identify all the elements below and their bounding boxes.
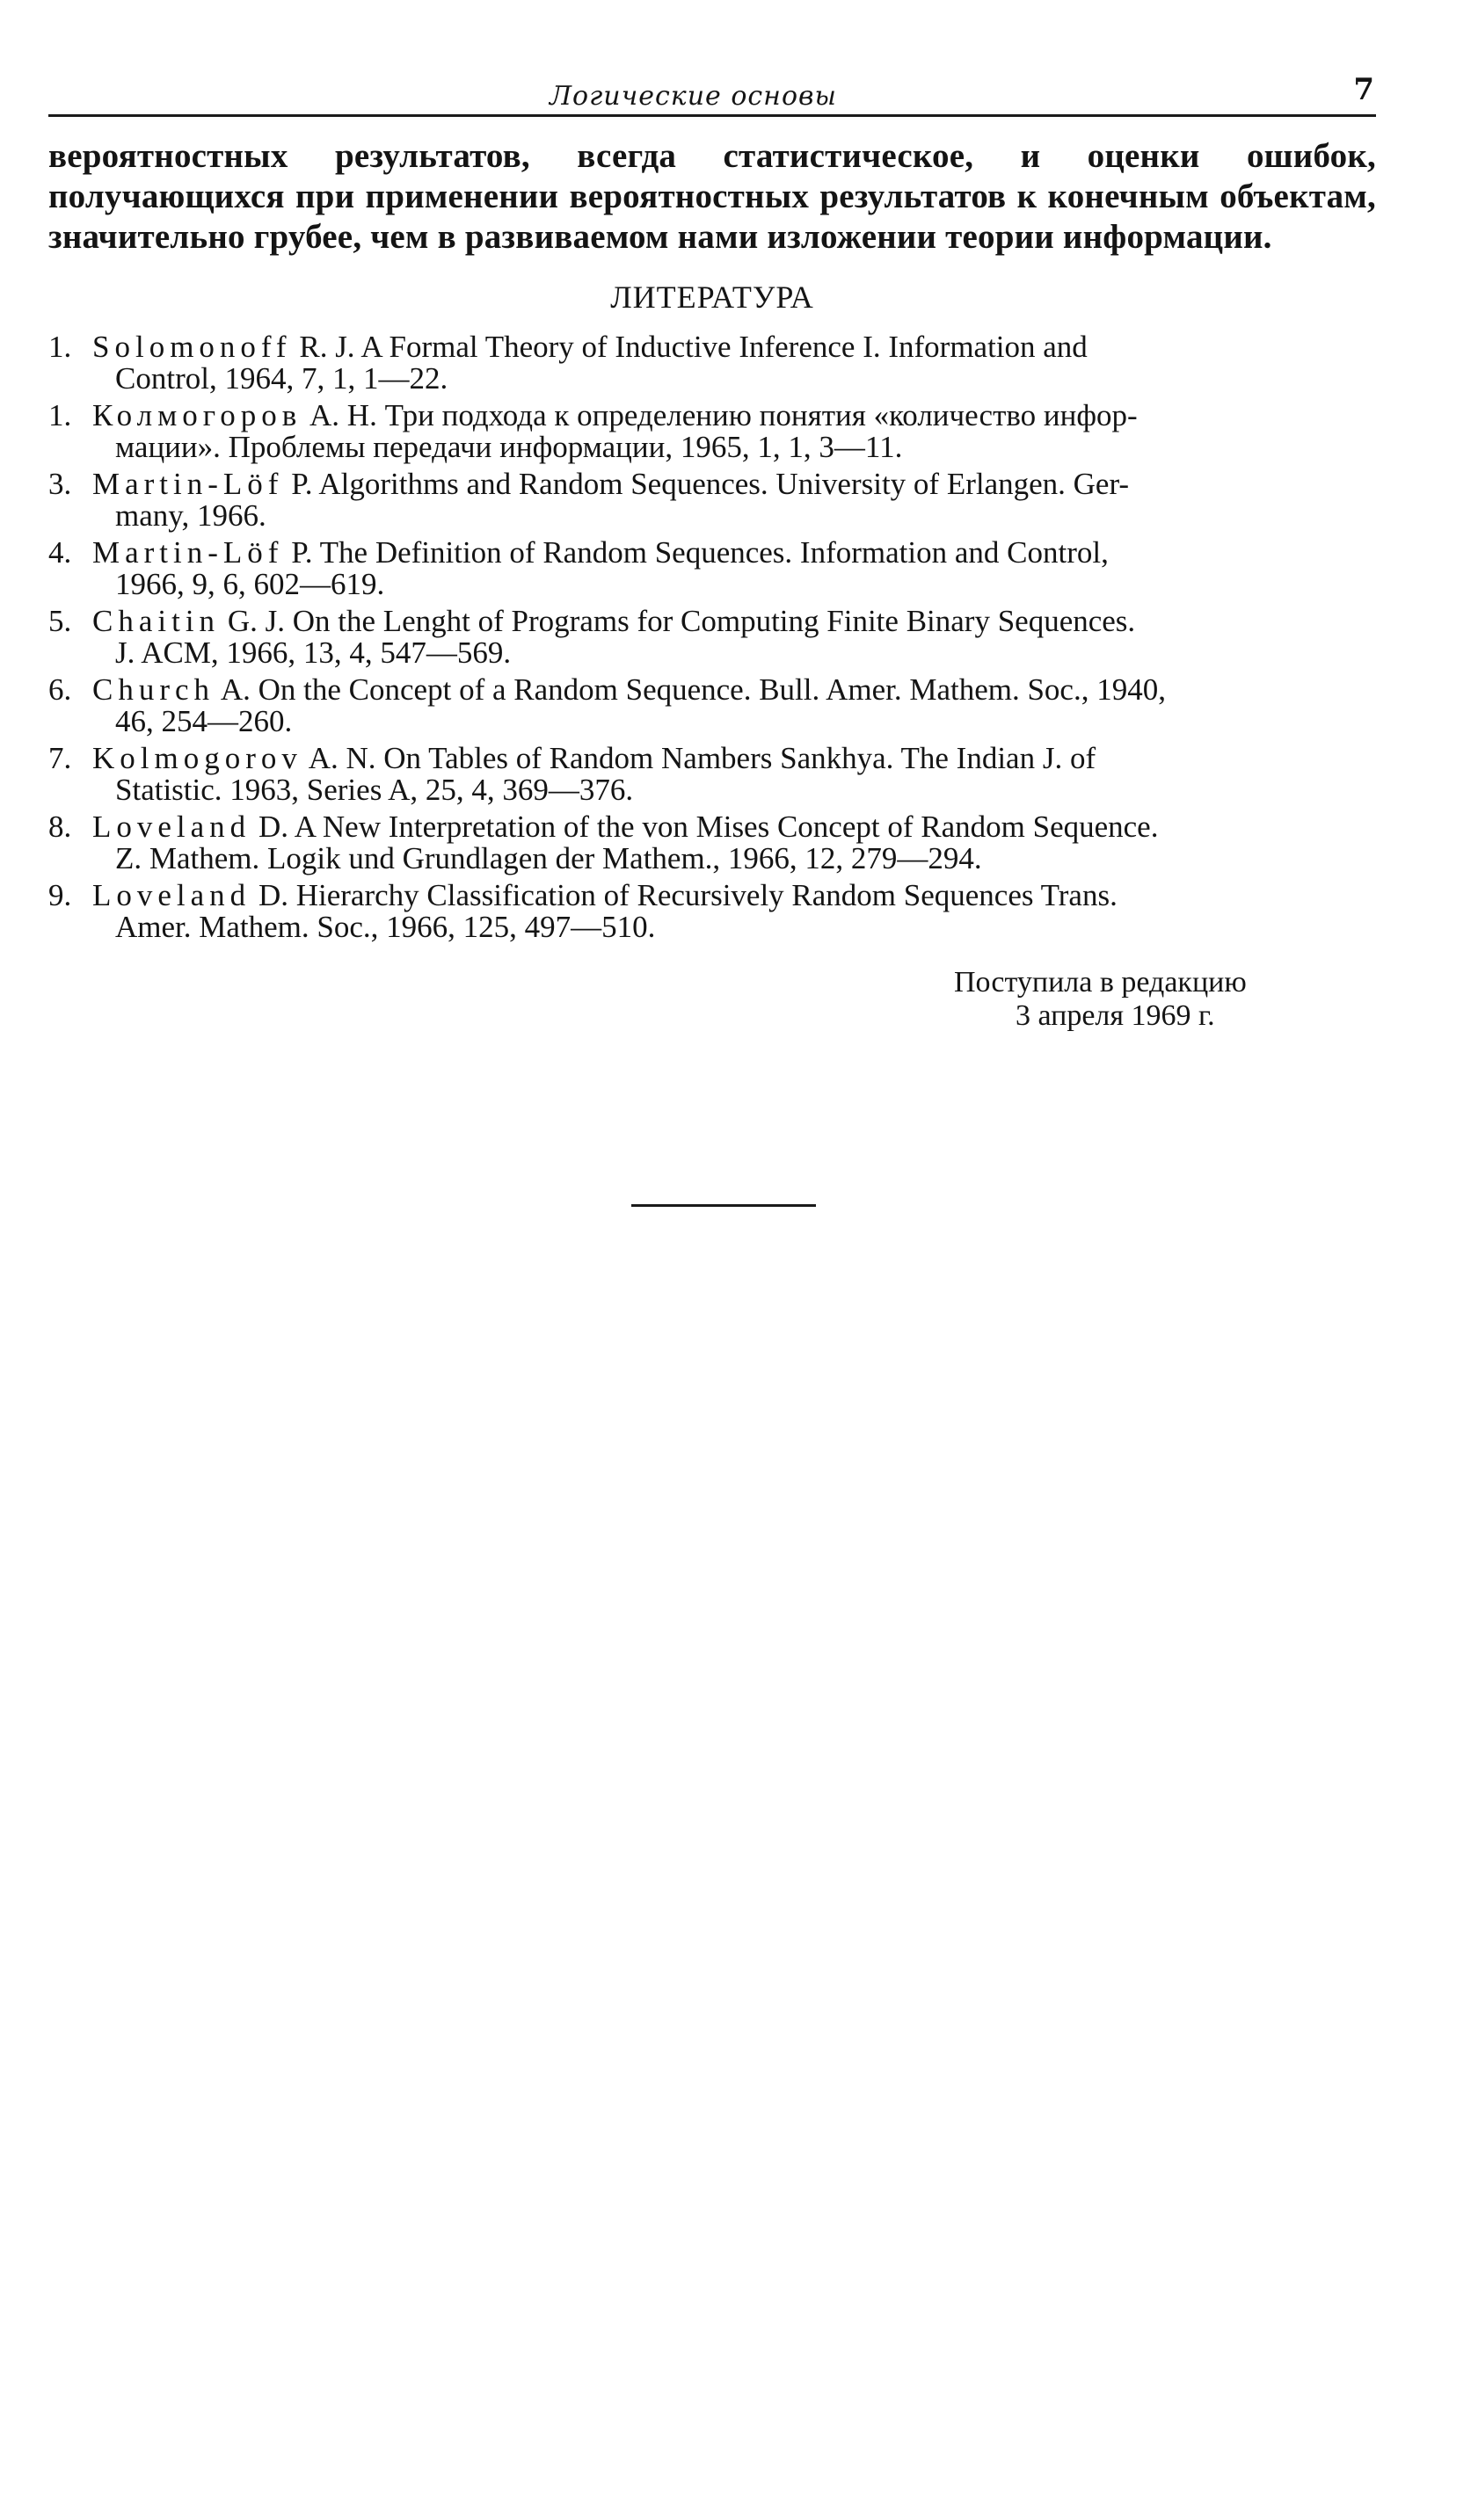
received-note xyxy=(48,966,1376,1033)
reference-author: Martin-Löf xyxy=(92,535,284,570)
body-paragraph: вероятностных результатов, всегда статистическое, и оценки ошибок, получающихся при применении вероятностных результатов к конечным объектам, значительно грубее, чем в развиваемом нами изложении теории информации. xyxy=(48,137,1376,256)
reference-number: 6. xyxy=(48,672,72,707)
reference-author: Loveland xyxy=(92,810,251,844)
reference-continuation: 46, 254—260. xyxy=(115,704,293,738)
reference-author: Kolmogorov xyxy=(92,741,302,775)
reference-number: 1. xyxy=(48,330,72,364)
reference-text: D. Hierarchy Classification of Recursively Random Sequences Trans. xyxy=(251,878,1118,912)
reference-continuation: Control, 1964, 7, 1, 1—22. xyxy=(115,361,448,396)
reference-number: 1. xyxy=(48,398,72,432)
reference-author: Martin-Löf xyxy=(92,467,284,501)
reference-number: 7. xyxy=(48,741,72,775)
reference-number: 9. xyxy=(48,878,72,912)
reference-author: Solomonoff xyxy=(92,330,292,364)
references-heading: ЛИТЕРАТУРА xyxy=(610,280,814,315)
reference-item xyxy=(48,331,1376,395)
reference-text: A. On the Concept of a Random Sequence. Bull. Amer. Mathem. Soc., 1940, xyxy=(215,672,1166,707)
reference-item xyxy=(48,400,1376,463)
document-page xyxy=(48,62,1376,1033)
reference-text: A. N. On Tables of Random Nambers Sankhya. The Indian J. of xyxy=(302,741,1096,775)
reference-author: Loveland xyxy=(92,878,251,912)
reference-continuation: мации». Проблемы передачи информации, 1965, 1, 1, 3—11. xyxy=(115,430,903,464)
reference-number: 8. xyxy=(48,810,72,844)
reference-text: P. Algorithms and Random Sequences. University of Erlangen. Ger- xyxy=(283,467,1130,501)
page-number: 7 xyxy=(1353,72,1374,107)
reference-continuation: J. ACM, 1966, 13, 4, 547—569. xyxy=(115,635,512,670)
running-header xyxy=(48,62,1376,117)
reference-item xyxy=(48,674,1376,737)
reference-number: 5. xyxy=(48,604,72,638)
reference-item xyxy=(48,743,1376,806)
end-divider xyxy=(631,1204,816,1207)
reference-author: Church xyxy=(92,672,215,707)
reference-continuation: 1966, 9, 6, 602—619. xyxy=(115,567,385,601)
reference-item xyxy=(48,468,1376,532)
reference-number: 3. xyxy=(48,467,72,501)
reference-item xyxy=(48,811,1376,875)
reference-item xyxy=(48,606,1376,669)
reference-author: Колмогоров xyxy=(92,398,302,432)
reference-list xyxy=(48,331,1376,943)
running-title: Логические основы xyxy=(550,81,837,112)
reference-continuation: Amer. Mathem. Soc., 1966, 125, 497—510. xyxy=(115,910,656,944)
reference-text: D. A New Interpretation of the von Mises Concept of Random Sequence. xyxy=(251,810,1159,844)
reference-text: P. The Definition of Random Sequences. Information and Control, xyxy=(283,535,1109,570)
received-date: 3 апреля 1969 г. xyxy=(1016,999,1215,1032)
reference-continuation: Z. Mathem. Logik und Grundlagen der Mathem., 1966, 12, 279—294. xyxy=(115,841,982,875)
received-label: Поступила в редакцию xyxy=(954,966,1247,999)
reference-author: Chaitin xyxy=(92,604,221,638)
reference-text: G. J. On the Lenght of Programs for Computing Finite Binary Sequences. xyxy=(220,604,1136,638)
reference-text: R. J. A Formal Theory of Inductive Inference I. Information and xyxy=(291,330,1088,364)
reference-continuation: Statistic. 1963, Series A, 25, 4, 369—376. xyxy=(115,773,634,807)
reference-text: А. Н. Три подхода к определению понятия «количество инфор- xyxy=(302,398,1138,432)
reference-item xyxy=(48,537,1376,600)
reference-item xyxy=(48,880,1376,943)
reference-number: 4. xyxy=(48,535,72,570)
reference-continuation: many, 1966. xyxy=(115,498,266,533)
